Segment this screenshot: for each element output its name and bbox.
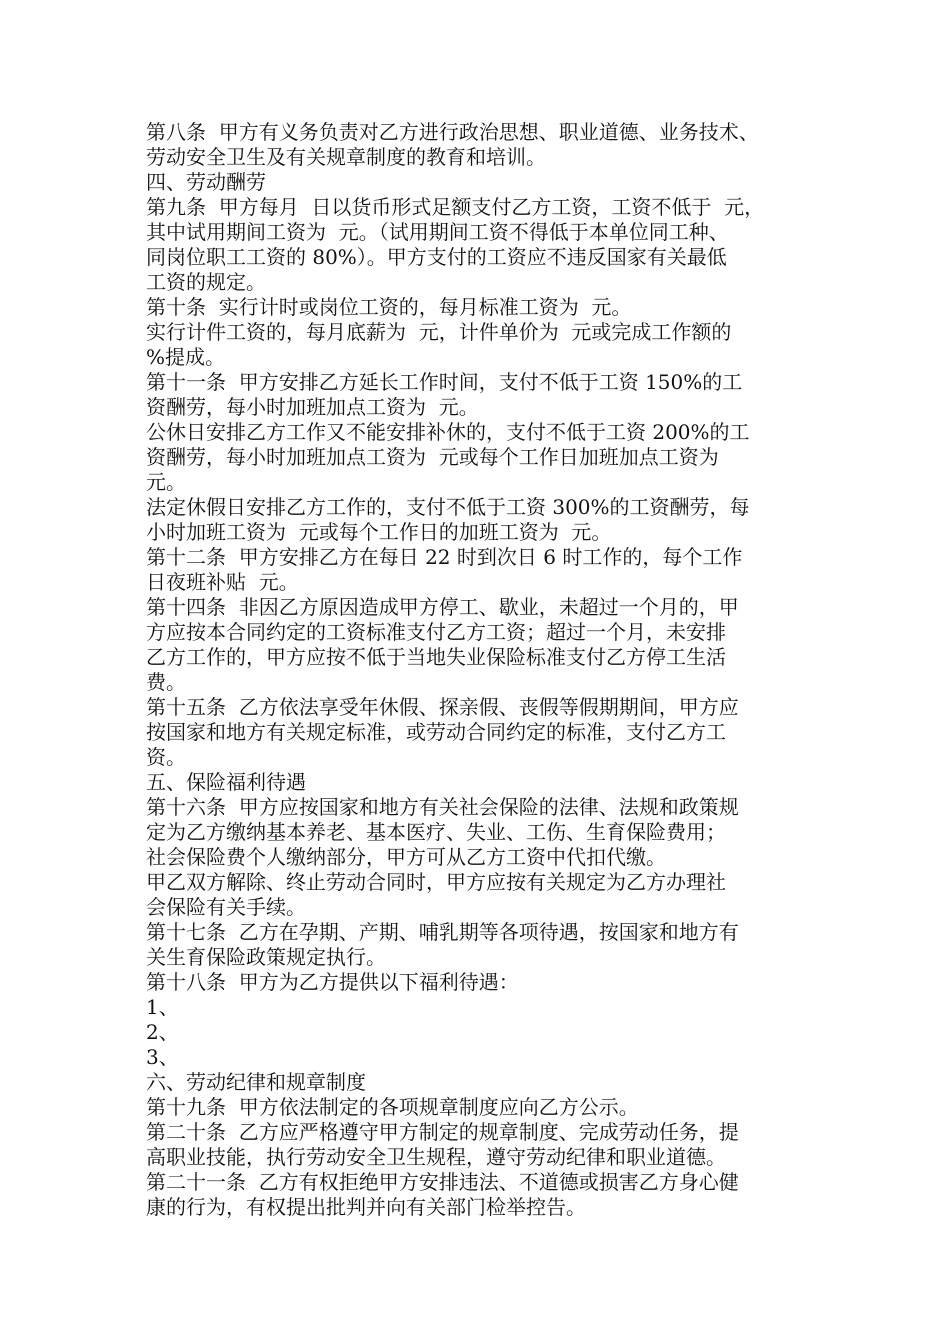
text-line: 社会保险费个人缴纳部分，甲方可从乙方工资中代扣代缴。 — [146, 845, 666, 869]
text-line: 日夜班补贴 元。 — [146, 570, 299, 594]
text-line: 1、 — [146, 995, 179, 1019]
text-line: 五、保险福利待遇 — [146, 770, 306, 794]
text-line: 第十一条 甲方安排乙方延长工作时间，支付不低于工资 150%的工 — [146, 370, 743, 394]
text-line: 方应按本合同约定的工资标准支付乙方工资；超过一个月，未安排 — [146, 620, 726, 644]
text-line: 第十六条 甲方应按国家和地方有关社会保险的法律、法规和政策规 — [146, 795, 739, 819]
text-line: 公休日安排乙方工作又不能安排补休的，支付不低于工资 200%的工 — [146, 420, 750, 444]
text-line: 第八条 甲方有义务负责对乙方进行政治思想、职业道德、业务技术、 — [146, 120, 759, 144]
text-line: 元。 — [146, 470, 186, 494]
text-line: 实行计件工资的，每月底薪为 元，计件单价为 元或完成工作额的 — [146, 320, 732, 344]
text-line: 第十九条 甲方依法制定的各项规章制度应向乙方公示。 — [146, 1095, 639, 1119]
text-line: 六、劳动纪律和规章制度 — [146, 1070, 366, 1094]
text-line: 甲乙双方解除、终止劳动合同时，甲方应按有关规定为乙方办理社 — [146, 870, 726, 894]
text-line: 2、 — [146, 1020, 179, 1044]
text-line: 小时加班工资为 元或每个工作日的加班工资为 元。 — [146, 520, 612, 544]
text-line: 四、劳动酬劳 — [146, 170, 266, 194]
text-line: 第十八条 甲方为乙方提供以下福利待遇： — [146, 970, 519, 994]
text-line: 工资的规定。 — [146, 270, 266, 294]
text-line: 定为乙方缴纳基本养老、基本医疗、失业、工伤、生育保险费用； — [146, 820, 726, 844]
text-line: 第十五条 乙方依法享受年休假、探亲假、丧假等假期期间，甲方应 — [146, 695, 739, 719]
text-line: 第二十一条 乙方有权拒绝甲方安排违法、不道德或损害乙方身心健 — [146, 1170, 739, 1194]
text-line: 康的行为，有权提出批判并向有关部门检举控告。 — [146, 1195, 586, 1219]
text-line: 费。 — [146, 670, 186, 694]
text-line: 第十七条 乙方在孕期、产期、哺乳期等各项待遇，按国家和地方有 — [146, 920, 739, 944]
text-line: 法定休假日安排乙方工作的，支付不低于工资 300%的工资酬劳，每 — [146, 495, 750, 519]
text-line: 第二十条 乙方应严格遵守甲方制定的规章制度、完成劳动任务，提 — [146, 1120, 739, 1144]
text-line: 劳动安全卫生及有关规章制度的教育和培训。 — [146, 145, 546, 169]
text-line: 资酬劳，每小时加班加点工资为 元。 — [146, 395, 479, 419]
text-line: 按国家和地方有关规定标准，或劳动合同约定的标准，支付乙方工 — [146, 720, 726, 744]
document-body — [146, 120, 836, 1220]
text-line: 其中试用期间工资为 元。（试用期间工资不得低于本单位同工种、 — [146, 220, 729, 244]
text-line: 第十二条 甲方安排乙方在每日 22 时到次日 6 时工作的，每个工作 — [146, 545, 743, 569]
text-line: 资酬劳，每小时加班加点工资为 元或每个工作日加班加点工资为 — [146, 445, 719, 469]
text-line: 关生育保险政策规定执行。 — [146, 945, 386, 969]
text-line: 乙方工作的，甲方应按不低于当地失业保险标准支付乙方停工生活 — [146, 645, 726, 669]
text-line: 3、 — [146, 1045, 179, 1069]
text-line: 资。 — [146, 745, 186, 769]
text-line: 会保险有关手续。 — [146, 895, 306, 919]
text-line: 第九条 甲方每月 日以货币形式足额支付乙方工资，工资不低于 元， — [146, 195, 765, 219]
text-line: 第十四条 非因乙方原因造成甲方停工、歇业，未超过一个月的，甲 — [146, 595, 739, 619]
text-line: %提成。 — [146, 345, 226, 369]
text-line: 高职业技能，执行劳动安全卫生规程，遵守劳动纪律和职业道德。 — [146, 1145, 726, 1169]
text-line: 第十条 实行计时或岗位工资的，每月标准工资为 元。 — [146, 295, 632, 319]
text-line: 同岗位职工工资的 80%）。甲方支付的工资应不违反国家有关最低 — [146, 245, 727, 269]
